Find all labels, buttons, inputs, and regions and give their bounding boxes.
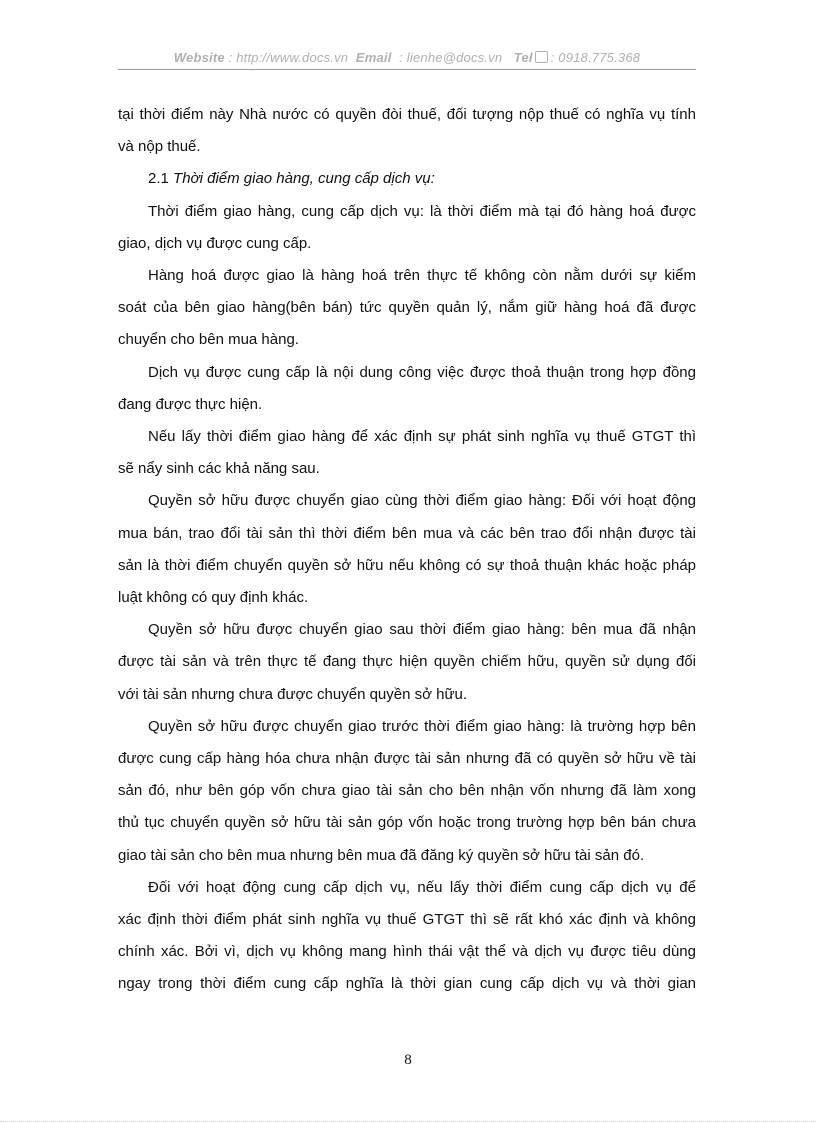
phone-icon — [535, 51, 548, 63]
website-label: Website — [173, 50, 225, 65]
text-line: mua bán, trao đổi tài sản thì thời điểm bên mua và các bên trao đổi nhận được tài — [118, 524, 696, 542]
text-line: Nếu lấy thời điểm giao hàng để xác định sự phát sinh nghĩa vụ thuế GTGT thì — [148, 428, 696, 446]
text-line: Đối với hoạt động cung cấp dịch vụ, nếu lấy thời điểm cung cấp dịch vụ để — [148, 878, 696, 896]
text-line: chính xác. Bởi vì, dịch vụ không mang hình thái vật thể và dịch vụ được tiêu dùng — [118, 943, 696, 961]
text-line: và nộp thuế. — [118, 138, 201, 156]
text-line: sản là thời điểm chuyển quyền sở hữu nếu không có sự thoả thuận khác hoặc pháp — [118, 556, 696, 574]
text-line: sản đó, như bên góp vốn chưa giao tài sản cho bên nhận vốn nhưng đã làm xong — [118, 782, 696, 800]
tel-label: Tel — [513, 50, 533, 65]
text-line: sẽ nẩy sinh các khả năng sau. — [118, 460, 320, 478]
website-value: http://www.docs.vn — [236, 50, 349, 65]
text-line: Hàng hoá được giao là hàng hoá trên thực tế không còn nằm dưới sự kiểm — [148, 267, 696, 285]
header-divider — [118, 69, 696, 70]
email-label: Email — [355, 50, 392, 65]
section-title: Thời điểm giao hàng, cung cấp dịch vụ: — [173, 170, 435, 188]
page-header: Website : http://www.docs.vn Email : lienhe@docs.vn Tel : 0918.775.368 — [173, 50, 641, 65]
text-line: Dịch vụ được cung cấp là nội dung công việc được thoả thuận trong hợp đồng — [148, 363, 696, 381]
text-line: soát của bên giao hàng(bên bán) tức quyền quản lý, nắm giữ hàng hoá đã được — [118, 299, 696, 317]
text-line: Thời điểm giao hàng, cung cấp dịch vụ: là thời điểm mà tại đó hàng hoá được — [148, 202, 696, 220]
text-line: Quyền sở hữu được chuyển giao trước thời điểm giao hàng: là trường hợp bên — [148, 717, 696, 735]
tel-value: 0918.775.368 — [558, 50, 641, 65]
text-line: xác định thời điểm phát sinh nghĩa vụ thuế GTGT thì sẽ rất khó xác định và không — [118, 911, 696, 929]
section-number: 2.1 — [148, 170, 174, 188]
document-body — [118, 99, 696, 1001]
text-line: giao tài sản cho bên mua nhưng bên mua đã đăng ký quyền sở hữu tài sản đó. — [118, 846, 645, 864]
text-line: luật không có quy định khác. — [118, 589, 309, 607]
text-line: với tài sản nhưng chưa được chuyển quyền sở hữu. — [118, 685, 468, 703]
text-line: được tài sản và trên thực tế đang thực hiện quyền chiếm hữu, quyền sử dụng đối — [118, 653, 696, 671]
email-value: lienhe@docs.vn — [406, 50, 503, 65]
text-line: tại thời điểm này Nhà nước có quyền đòi thuế, đối tượng nộp thuế có nghĩa vụ tính — [118, 106, 696, 123]
text-line: Quyền sở hữu được chuyển giao cùng thời điểm giao hàng: Đối với hoạt động — [148, 492, 696, 510]
text-line: chuyển cho bên mua hàng. — [118, 331, 299, 349]
text-line: ngay trong thời điểm cung cấp nghĩa là thời gian cung cấp dịch vụ và thời gian — [118, 975, 696, 993]
text-line: Quyền sở hữu được chuyển giao sau thời điểm giao hàng: bên mua đã nhận — [148, 621, 696, 639]
text-line: đang được thực hiện. — [118, 395, 263, 413]
page-bottom-edge — [0, 1121, 816, 1122]
section-heading — [118, 163, 696, 195]
text-line: được cung cấp hàng hóa chưa nhận được tài sản nhưng đã có quyền sở hữu về tài — [118, 750, 696, 768]
text-line: thủ tục chuyển quyền sở hữu tài sản góp vốn hoặc trong trường hợp bên bán chưa — [118, 814, 696, 832]
page-number: 8 — [404, 1052, 412, 1068]
text-line: giao, dịch vụ được cung cấp. — [118, 234, 312, 252]
